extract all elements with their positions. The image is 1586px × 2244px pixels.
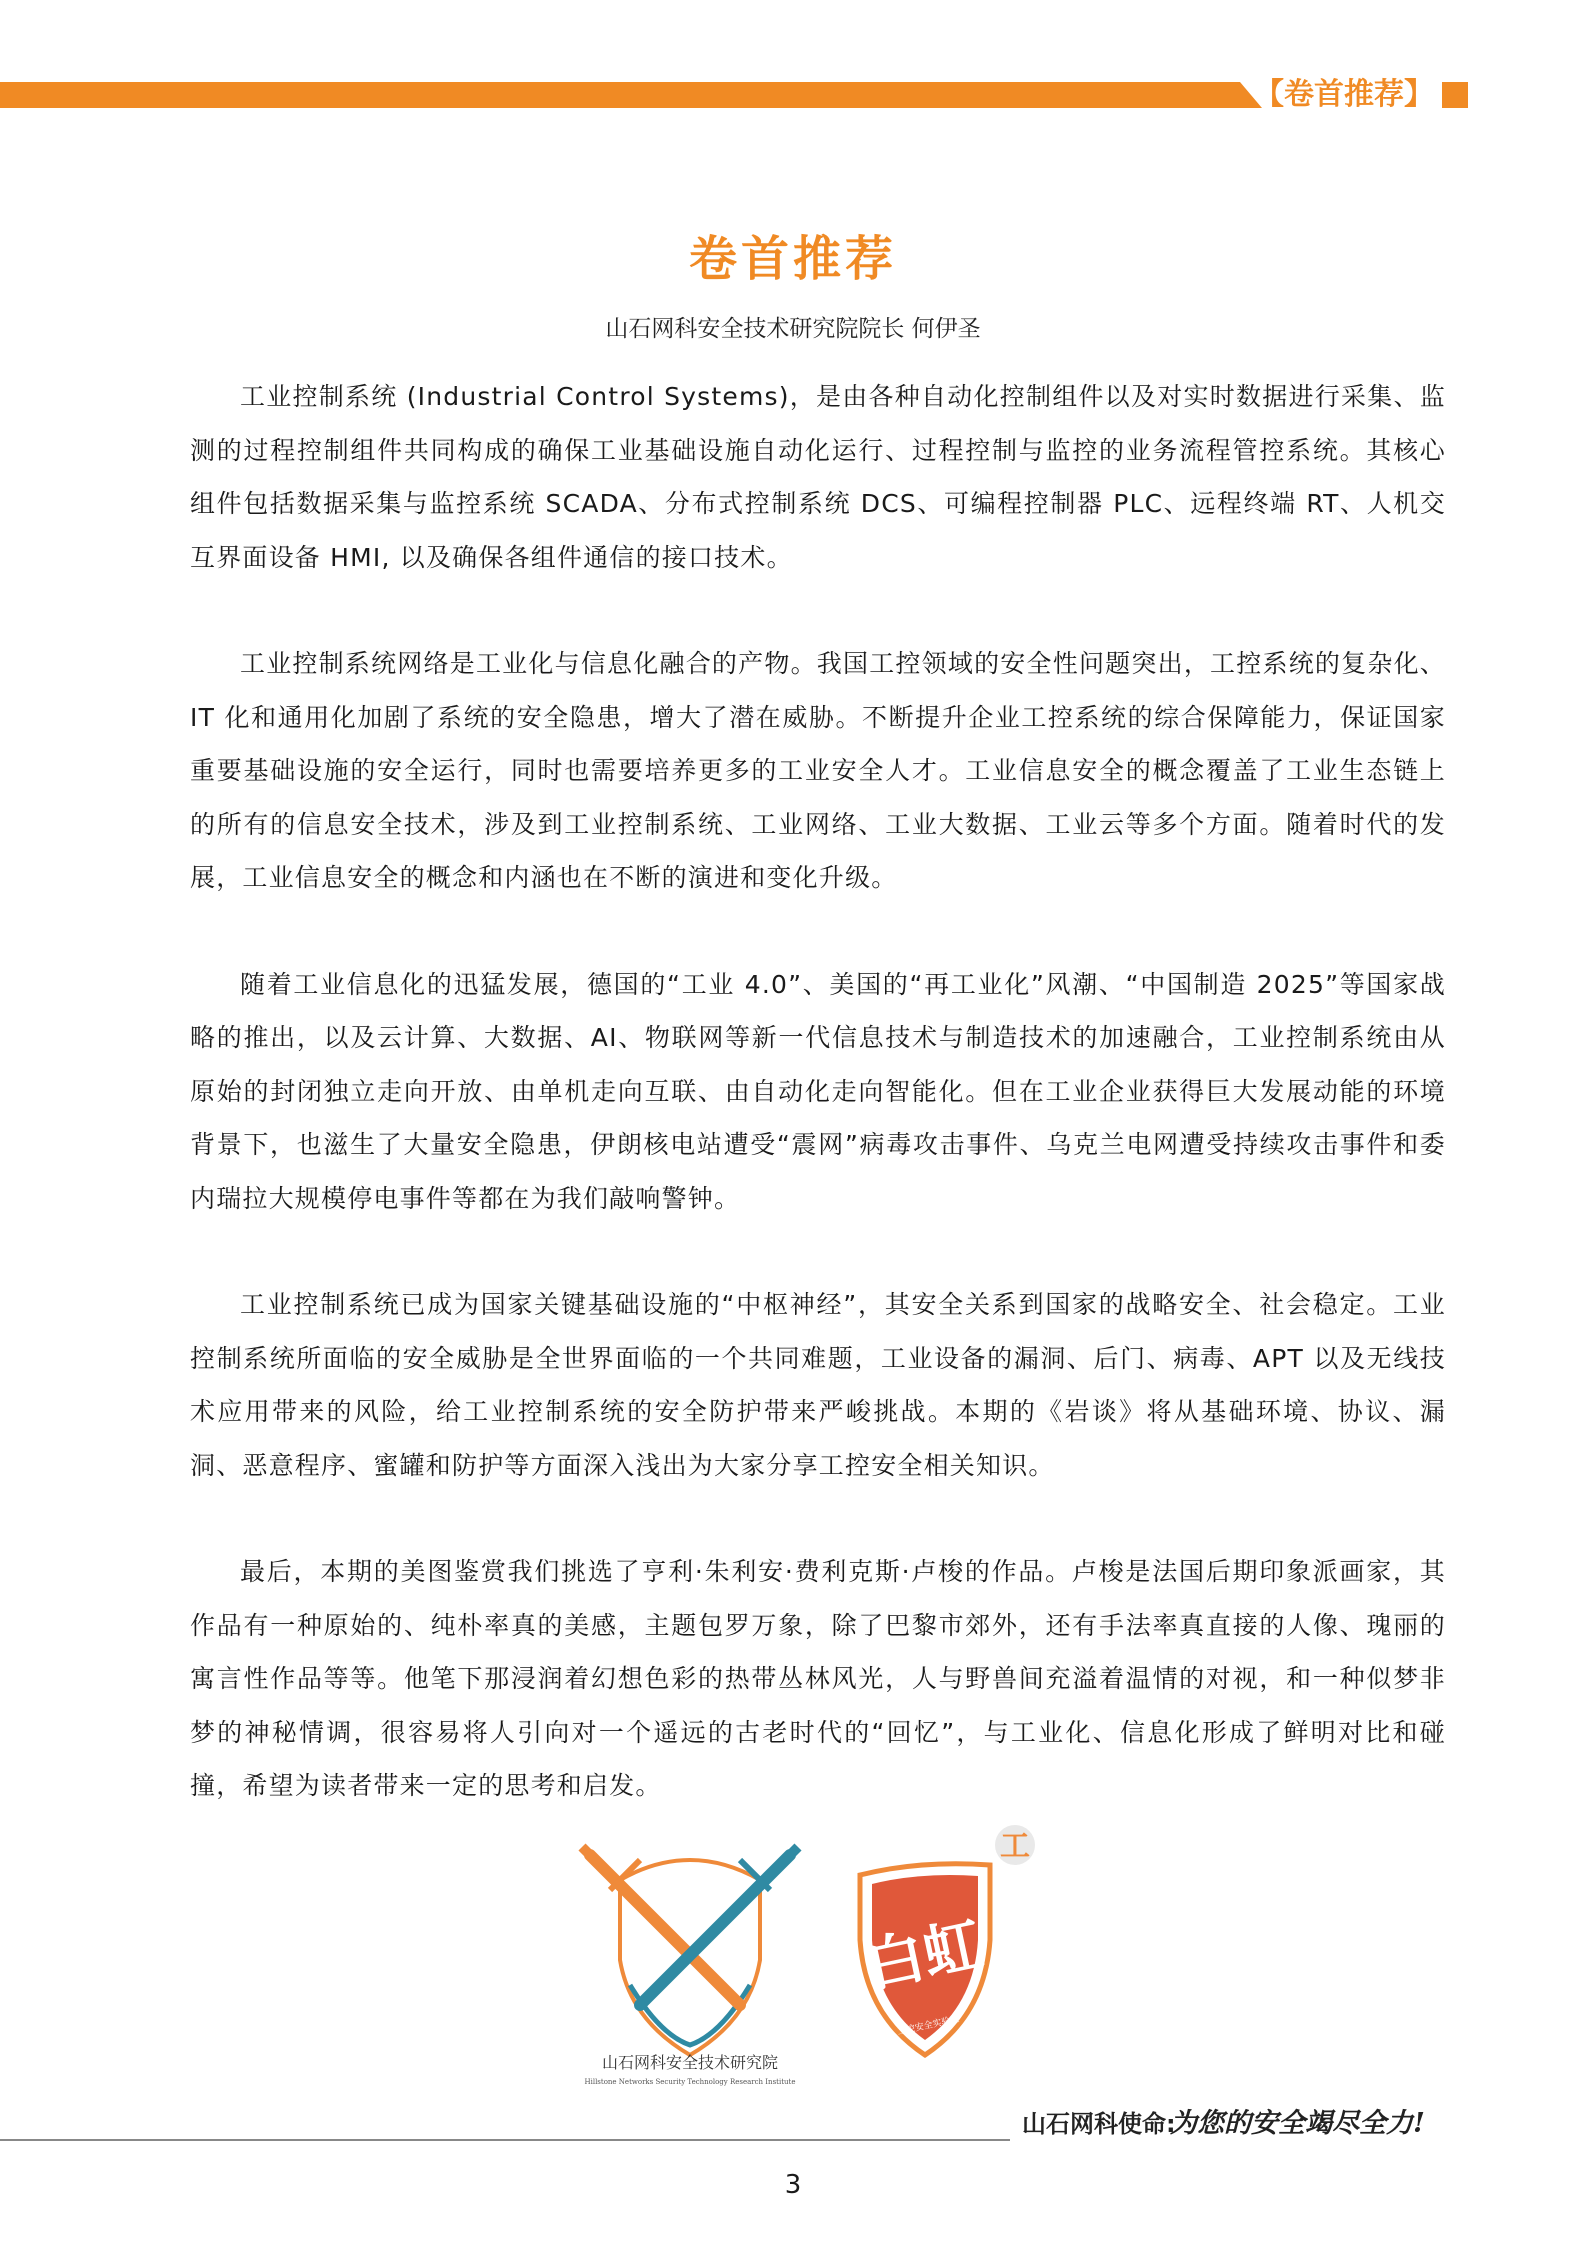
badge-gear-char: 工 [1000,1829,1030,1864]
article-body [190,370,1446,1866]
header-band [0,0,1586,140]
page-number: 3 [784,2170,802,2200]
institute-logo [582,1847,798,2086]
header-section-label: 【卷首推荐】 [1254,77,1434,112]
paragraph-1: 工业控制系统 (Industrial Control Systems)，是由各种自动化控制组件以及对实时数据进行采集、监测的过程控制组件共同构成的确保工业基础设施自动化运行、过程控制与监控的业务流程管控系统。其核心组件包括数据采集与监控系统 SCADA、分布式控制系统 DCS、可编程控制器 PLC、远程终端 RT、人机交互界面设备 HMI, 以及确保各组件通信的接口技术。 [190,382,1446,572]
baihong-badge [860,1825,1035,2055]
paragraph-3: 随着工业信息化的迅猛发展，德国的“工业 4.0”、美国的“再工业化”风潮、“中国制造 2025”等国家战略的推出，以及云计算、大数据、AI、物联网等新一代信息技术与制造技术的加速融合，工业控制系统由从原始的封闭独立走向开放、由单机走向互联、由自动化走向智能化。但在工业企业获得巨大发展动能的环境背景下，也滋生了大量安全隐患，伊朗核电站遭受“震网”病毒攻击事件、乌克兰电网遭受持续攻击事件和委内瑞拉大规模停电事件等都在为我们敲响警钟。 [190,969,1446,1213]
paragraph-5: 最后，本期的美图鉴赏我们挑选了亨利·朱利安·费利克斯·卢梭的作品。卢梭是法国后期印象派画家，其作品有一种原始的、纯朴率真的美感，主题包罗万象，除了巴黎市郊外，还有手法率真直接的人像、瑰丽的寓言性作品等等。他笔下那浸润着幻想色彩的热带丛林风光，人与野兽间充溢着温情的对视，和一种似梦非梦的神秘情调，很容易将人引向对一个遥远的古老时代的“回忆”，与工业化、信息化形成了鲜明对比和碰撞，希望为读者带来一定的思考和启发。 [190,1557,1446,1800]
badge-text: 白虹 [860,1909,988,2001]
page-title: 卷首推荐 [688,231,897,287]
footer-slogan-prefix: 山石网科使命: [1022,2110,1176,2138]
header-marker [1442,82,1468,108]
paragraph-2: 工业控制系统网络是工业化与信息化融合的产物。我国工控领域的安全性问题突出，工控系统的复杂化、IT 化和通用化加剧了系统的安全隐患，增大了潜在威胁。不断提升企业工控系统的综合保障能力，保证国家重要基础设施的安全运行，同时也需要培养更多的工业安全人才。工业信息安全的概念覆盖了工业生态链上的所有的信息安全技术，涉及到工业控制系统、工业网络、工业大数据、工业云等多个方面。随着时代的发展，工业信息安全的概念和内涵也在不断的演进和变化升级。 [190,649,1446,892]
institute-name: 山石网科安全技术研究院 [601,2053,779,2072]
institute-name-en: Hillstone Networks Security Technology Research Institute [584,2078,796,2086]
header-stripe [0,82,1262,108]
author-byline: 山石网科安全技术研究院院长 何伊圣 [605,316,981,342]
paragraph-4: 工业控制系统已成为国家关键基础设施的“中枢神经”，其安全关系到国家的战略安全、社会稳定。工业控制系统所面临的安全威胁是全世界面临的一个共同难题，工业设备的漏洞、后门、病毒、APT 以及无线技术应用带来的风险，给工业控制系统的安全防护带来严峻挑战。本期的《岩谈》将从基础环境、协议、漏洞、恶意程序、蜜罐和防护等方面深入浅出为大家分享工控安全相关知识。 [190,1290,1446,1480]
badge-caption: 工控安全实验室 [896,2014,961,2038]
footer-slogan: 为您的安全竭尽全力! [1170,2108,1425,2139]
logos-area [560,1820,1080,2090]
